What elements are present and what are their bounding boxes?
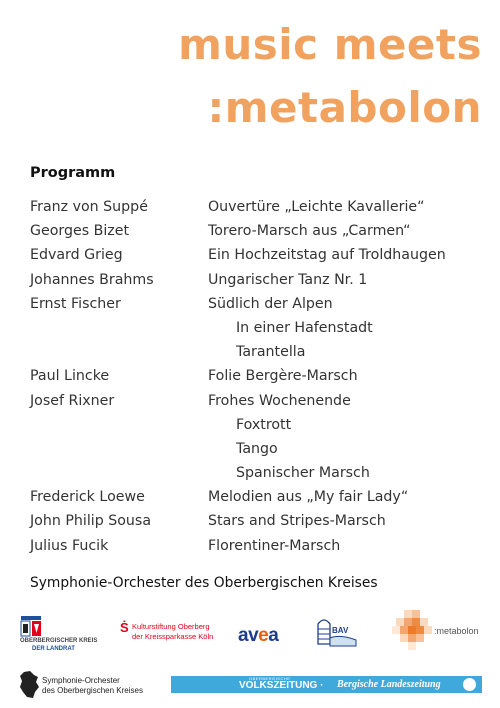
sparkasse-logo (120, 620, 230, 650)
program-row (30, 296, 480, 320)
soo-label-1: Symphonie-Orchester (42, 676, 120, 685)
program-row (30, 538, 480, 562)
sparkasse-label-2: der Kreissparkasse Köln (132, 632, 214, 641)
piece-title: Florentiner-Marsch (208, 537, 341, 554)
title-line-1: music meets (178, 20, 482, 69)
soo-label-2: des Oberbergischen Kreises (42, 686, 143, 695)
program-row (30, 199, 480, 223)
avea-part-3: a (268, 625, 279, 646)
program-heading: Programm (30, 165, 116, 181)
piece-title: Ungarischer Tanz Nr. 1 (208, 271, 368, 288)
program-row (30, 223, 480, 247)
program-row (30, 368, 480, 392)
program-row (30, 465, 480, 489)
piece-title: Ein Hochzeitstag auf Troldhaugen (208, 247, 446, 264)
sparkasse-label-1: Kulturstiftung Oberberg (132, 622, 210, 631)
program-row (30, 441, 480, 465)
bav-logo (314, 614, 360, 656)
region-map-icon (18, 670, 40, 700)
composer-name: Johannes Brahms (30, 271, 154, 288)
piece-title: In einer Hafenstadt (236, 319, 373, 336)
program-list (30, 199, 480, 562)
obk-label-1: OBERBERGISCHER KREIS (20, 638, 98, 644)
piece-title: Torero-Marsch aus „Carmen“ (208, 223, 411, 240)
title-line-2: :metabolon (207, 83, 482, 132)
piece-title: Folie Bergère-Marsch (208, 368, 358, 385)
piece-title: Stars and Stripes-Marsch (208, 513, 386, 530)
piece-title: Südlich der Alpen (208, 295, 333, 312)
symphonie-orchester-logo (18, 670, 158, 704)
composer-name: Julius Fucik (30, 537, 109, 554)
metabolon-logo (392, 606, 487, 656)
avea-part-2: e (258, 625, 269, 646)
crest-icon (20, 615, 42, 637)
piece-title: Frohes Wochenende (208, 392, 351, 409)
vz-small-label: OBERBERGISCHE (249, 676, 291, 681)
composer-name: Georges Bizet (30, 223, 130, 240)
obk-label-2: DER LANDRAT (32, 646, 75, 652)
avea-logo (238, 625, 278, 647)
oberbergischer-kreis-logo (18, 615, 113, 655)
sparkasse-s-icon: Ṡ (120, 620, 129, 635)
composer-name: Ernst Fischer (30, 295, 121, 312)
program-row (30, 489, 480, 513)
program-row (30, 272, 480, 296)
composer-name: Paul Lincke (30, 368, 110, 385)
composer-name: John Philip Sousa (30, 513, 152, 530)
avea-part-1: av (238, 625, 259, 646)
program-row (30, 393, 480, 417)
program-row (30, 513, 480, 537)
program-row (30, 344, 480, 368)
piece-title: Tarantella (236, 344, 306, 361)
program-row (30, 247, 480, 271)
vz-main-label: VOLKSZEITUNG · (239, 680, 324, 691)
piece-title: Melodien aus „My fair Lady“ (208, 489, 409, 506)
program-row (30, 320, 480, 344)
piece-title: Foxtrott (236, 416, 292, 433)
volkszeitung-banner (171, 676, 482, 693)
bav-label: BAV (332, 626, 349, 635)
orchestra-name: Symphonie-Orchester des Oberbergischen Kreises (30, 575, 378, 591)
piece-title: Tango (236, 440, 278, 457)
composer-name: Josef Rixner (30, 392, 115, 409)
vz-second-label: Bergische Landeszeitung (337, 679, 441, 690)
composer-name: Edvard Grieg (30, 247, 123, 264)
metabolon-label: :metabolon (434, 626, 479, 636)
piece-title: Ouvertüre „Leichte Kavallerie“ (208, 199, 425, 215)
composer-name: Franz von Suppé (30, 199, 148, 215)
composer-name: Frederick Loewe (30, 489, 145, 506)
piece-title: Spanischer Marsch (236, 465, 370, 482)
program-row (30, 417, 480, 441)
r-logo-icon (463, 678, 476, 691)
